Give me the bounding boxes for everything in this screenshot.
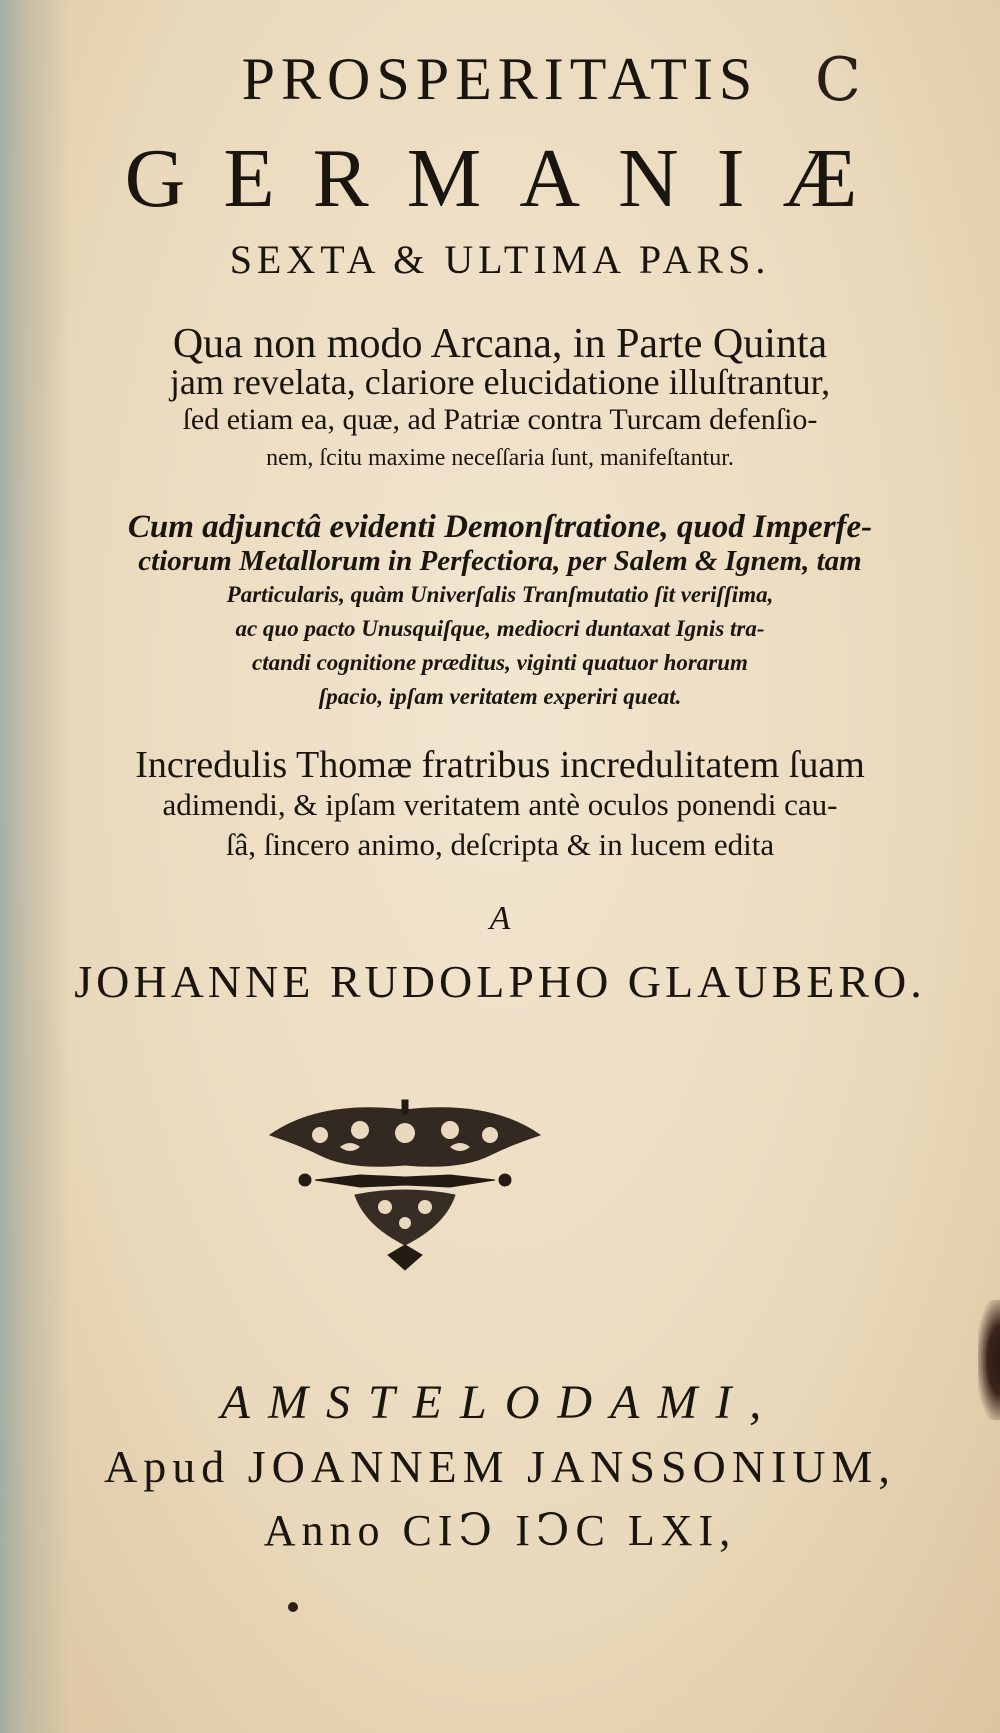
paragraph-arcana [0, 321, 1000, 477]
paragraph-incredulis [0, 745, 1000, 865]
printers-ornament-icon [260, 1095, 550, 1295]
paragraph-incredulis-line: Incredulis Thomæ fratribus incredulitatem ſuam [135, 744, 865, 786]
paragraph-incredulis-line: ſâ, ſincero animo, deſcripta & in lucem edita [225, 827, 775, 862]
paragraph-demonstratione [0, 510, 1000, 714]
imprint-city: AMSTELODAMI, [220, 1376, 780, 1429]
paragraph-arcana-line: ſed etiam ea, quæ, ad Patriæ contra Turcam defenſio- [182, 403, 818, 436]
paragraph-demonstratione-line: ctandi cognitione præditus, viginti quatuor horarum [252, 650, 748, 675]
paragraph-arcana-line: nem, ſcitu maxime neceſſaria ſunt, manifeſtantur. [266, 445, 734, 471]
paragraph-demonstratione-line: Particularis, quàm Univerſalis Tranſmutatio ſit veriſſima, [226, 582, 774, 607]
imprint-year: Anno CIↃ IↃC LXI, [263, 1506, 737, 1555]
ink-dot [288, 1602, 298, 1612]
paragraph-demonstratione-line: ac quo pacto Unusquiſque, mediocri duntaxat Ignis tra- [235, 616, 765, 641]
title-line-sexta-pars: SEXTA & ULTIMA PARS. [229, 237, 771, 282]
paragraph-arcana-line: jam revelata, clariore elucidatione illuſtrantur, [169, 362, 831, 402]
title-line-prosperitatis: PROSPERITATIS [241, 46, 759, 112]
title-line-germaniae: GERMANIÆ [124, 132, 896, 225]
paragraph-demonstratione-line: ſpacio, ipſam veritatem experiri queat. [318, 684, 682, 709]
author-name: JOHANNE RUDOLPHO GLAUBERO. [74, 956, 926, 1007]
by-line: A [489, 900, 511, 937]
paragraph-demonstratione-line: ctiorum Metallorum in Perfectiora, per Salem & Ignem, tam [138, 545, 862, 577]
imprint-printer: Apud JOANNEM JANSSONIUM, [104, 1441, 896, 1492]
paragraph-demonstratione-line: Cum adjunctâ evidenti Demonſtratione, quod Imperfe- [127, 509, 873, 545]
paragraph-arcana-line: Qua non modo Arcana, in Parte Quinta [172, 321, 828, 367]
margin-mark: C [815, 45, 861, 115]
paragraph-incredulis-line: adimendi, & ipſam veritatem antè oculos ponendi cau- [162, 787, 838, 822]
